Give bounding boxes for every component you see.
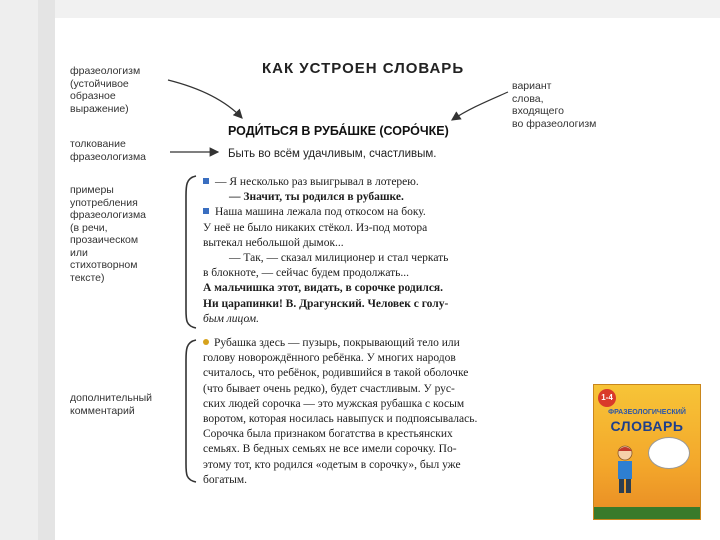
label-line: фразеологизма xyxy=(70,150,146,163)
book-bottom-strip xyxy=(594,507,700,519)
label-line: прозаическом xyxy=(70,234,139,246)
example-bullet xyxy=(203,208,209,214)
label-line: выражение) xyxy=(70,102,129,115)
child-illustration-icon xyxy=(612,445,638,495)
example-line xyxy=(203,236,573,251)
commentary-bullet xyxy=(203,339,209,345)
commentary-line: этому тот, кто родился «одетым в сорочку», был уже xyxy=(203,458,461,471)
example-line xyxy=(203,205,573,220)
label-line: входящего xyxy=(512,105,564,117)
page-title: КАК УСТРОЕН СЛОВАРЬ xyxy=(262,60,465,77)
label-line: употребления xyxy=(70,196,138,209)
headword-definition: Быть во всём удачливым, счастливым. xyxy=(228,148,437,160)
label-line: толкование xyxy=(70,138,126,150)
example-text: вытекал небольшой дымок... xyxy=(203,236,344,249)
book-subtitle: ФРАЗЕОЛОГИЧЕСКИЙ xyxy=(608,409,686,416)
book-grade-badge: 1-4 xyxy=(598,389,616,407)
label-line: дополнительный xyxy=(70,392,153,404)
example-line xyxy=(203,297,573,312)
example-text: — Так, — сказал милиционер и стал черкать xyxy=(229,252,449,265)
example-text: в блокноте, — сейчас будем продолжать... xyxy=(203,267,410,280)
example-line xyxy=(203,266,573,281)
examples-block xyxy=(203,175,573,327)
label-line: слова, xyxy=(512,92,544,105)
example-line xyxy=(203,221,573,236)
example-line xyxy=(203,190,573,205)
example-text: — Я несколько раз выигрывал в лотерею. xyxy=(215,176,419,188)
example-text: бым лицом. xyxy=(203,312,259,325)
dictionary-headword: РОДИ́ТЬСЯ В РУБА́ШКЕ (СОРО́ЧКЕ) xyxy=(228,124,449,138)
commentary-line: голову новорождённого ребёнка. У многих народов xyxy=(203,352,456,365)
label-line: (в речи, xyxy=(70,221,108,234)
label-line: (устойчивое xyxy=(70,77,129,90)
commentary-line: (что бывает очень редко), будет счастливым. У рус- xyxy=(203,382,455,395)
book-speech-bubble xyxy=(648,437,690,469)
commentary-text: Рубашка здесь — пузырь, покрывающий тело или xyxy=(214,337,460,349)
label-line: фразеологизм xyxy=(70,65,141,77)
example-text: — Значит, ты родился в рубашке. xyxy=(229,191,404,204)
example-text: А мальчишка этот, видать, в сорочке родился. xyxy=(203,282,444,295)
example-line xyxy=(203,251,573,266)
label-line: стихотворном xyxy=(70,259,138,271)
example-bullet xyxy=(203,178,209,184)
label-line: вариант xyxy=(512,80,552,92)
commentary-line: богатым. xyxy=(203,473,248,486)
label-line: фразеологизма xyxy=(70,209,146,221)
commentary-line xyxy=(203,336,573,351)
commentary-line: воротом, которая носилась навыпуск и подпоясывалась. xyxy=(203,413,478,426)
arrow-phraseologism xyxy=(168,80,242,118)
commentary-line: считалось, что ребёнок, родившийся в такой оболочке xyxy=(203,367,469,380)
book-title: СЛОВАРЬ xyxy=(610,418,684,434)
arrow-variant xyxy=(452,92,508,120)
label-line: во фразеологизм xyxy=(512,117,597,130)
label-line: образное xyxy=(70,90,116,102)
example-text: Наша машина лежала под откосом на боку. xyxy=(215,206,426,219)
label-line: тексте) xyxy=(70,271,105,284)
label-line: примеры xyxy=(70,184,114,196)
commentary-block xyxy=(203,336,573,488)
brace-commentary xyxy=(186,340,196,482)
example-text: У неё не было никаких стёкол. Из-под мотора xyxy=(203,221,428,234)
label-line: или xyxy=(70,246,88,259)
example-line xyxy=(203,175,573,190)
label-line: комментарий xyxy=(70,404,135,417)
commentary-line: семьях. В бедных семьях не все имели сорочку. По- xyxy=(203,443,457,456)
commentary-line: Сорочка была признаком богатства в крестьянских xyxy=(203,428,453,441)
example-line xyxy=(203,281,573,296)
book-cover-image xyxy=(593,384,701,520)
commentary-line: ских людей сорочка — это мужская рубашка с косым xyxy=(203,397,465,410)
example-line xyxy=(203,312,573,327)
brace-examples xyxy=(186,176,196,328)
example-text: Ни царапинки! В. Драгунский. Человек с голу- xyxy=(203,297,449,310)
